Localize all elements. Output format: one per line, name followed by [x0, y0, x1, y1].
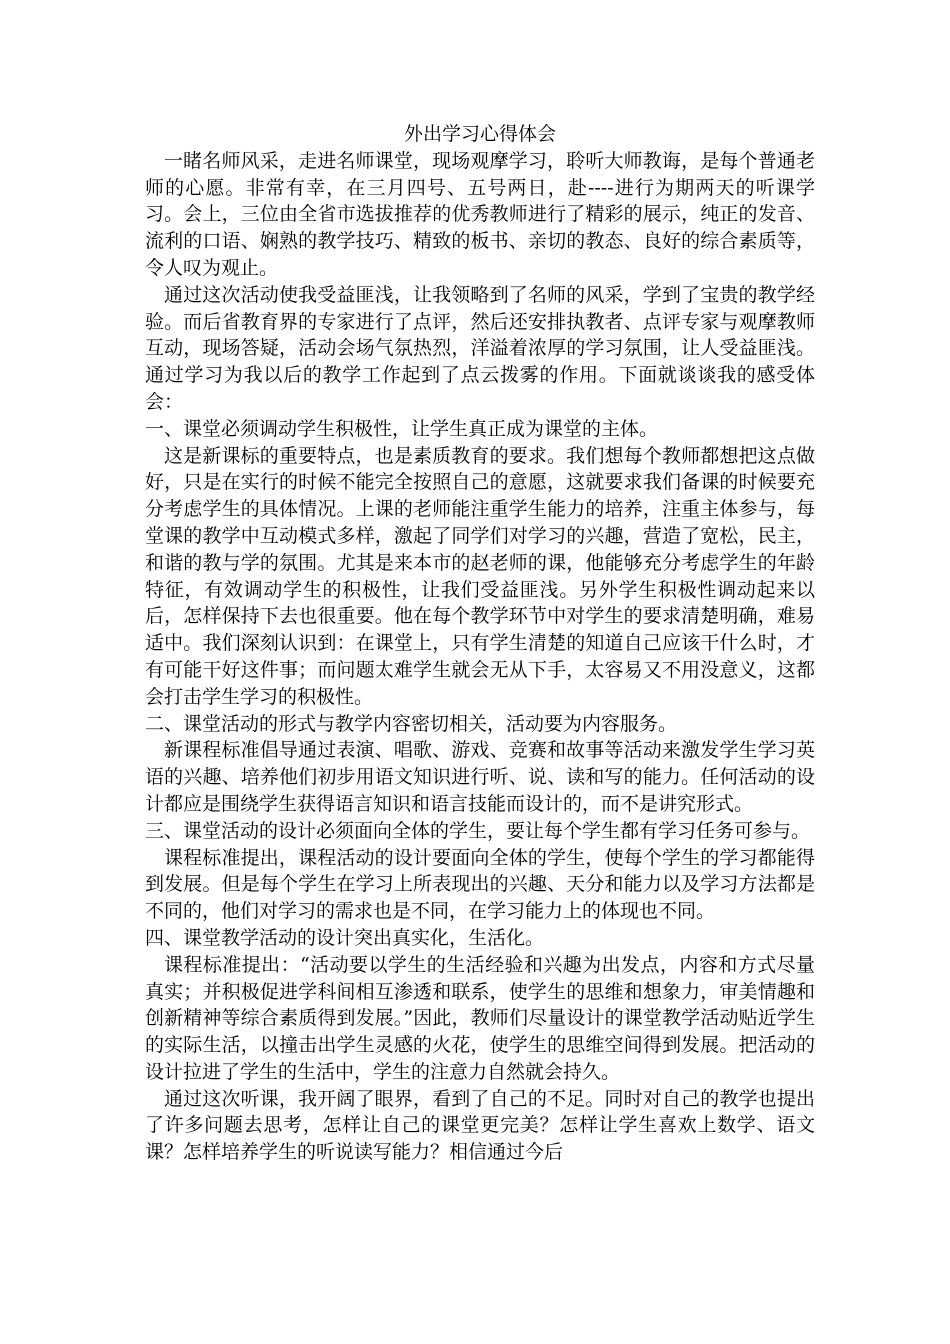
document-page: [145, 121, 815, 1166]
section-heading-1: 一、课堂必须调动学生积极性，让学生真正成为课堂的主体。: [145, 417, 659, 440]
paragraph-reflection: 通过这次活动使我受益匪浅，让我领略到了名师的风采，学到了宝贵的教学经验。而后省教育界的专家进行了点评，然后还安排执教者、点评专家与观摩教师互动，现场答疑，活动会场气氛热烈，洋溢着浓厚的学习氛围，让人受益匪浅。通过学习为我以后的教学工作起到了点云拨雾的作用。下面就谈谈我的感受体会：: [145, 283, 815, 413]
paragraph-conclusion: 通过这次听课，我开阔了眼界，看到了自己的不足。同时对自己的教学也提出了许多问题去思考，怎样让自己的课堂更完美？怎样让学生喜欢上数学、语文课？怎样培养学生的听说读写能力？相信通过今后: [145, 1087, 815, 1164]
paragraph-intro: 一睹名师风采，走进名师课堂，现场观摩学习，聆听大师教诲，是每个普通老师的心愿。非常有幸，在三月四号、五号两日，赴----进行为期两天的听课学习。会上，三位由全省市选拔推荐的优秀教师进行了精彩的展示，纯正的发音、流利的口语、娴熟的教学技巧、精致的板书、亲切的教态、良好的综合素质等，令人叹为观止。: [145, 149, 815, 279]
paragraph-section-2: 新课程标准倡导通过表演、唱歌、游戏、竞赛和故事等活动来激发学生学习英语的兴趣、培养他们初步用语文知识进行听、说、读和写的能力。任何活动的设计都应是围绕学生获得语言知识和语言技能而设计的，而不是讲究形式。: [145, 739, 815, 815]
section-heading-4: 四、课堂教学活动的设计突出真实化，生活化。: [145, 926, 545, 949]
document-title: 外出学习心得体会: [403, 123, 556, 145]
paragraph-section-3: 课程标准提出，课程活动的设计要面向全体的学生，使每个学生的学习都能得到发展。但是每个学生在学习上所表现出的兴趣、天分和能力以及学习方法都是不同的，他们对学习的需求也是不同，在学习能力上的体现也不同。: [145, 846, 815, 923]
paragraph-section-1: 这是新课标的重要特点，也是素质教育的要求。我们想每个教师都想把这点做好，只是在实行的时候不能完全按照自己的意愿，这就要求我们备课的时候要充分考虑学生的具体情况。上课的老师能注重学生能力的培养，注重主体参与，每堂课的教学中互动模式多样，激起了同学们对学习的兴趣，营造了宽松，民主，和谐的教与学的氛围。尤其是来本市的赵老师的课，他能够充分考虑学生的年龄特征，有效调动学生的积极性，让我们受益匪浅。另外学生积极性调动起来以后，怎样保持下去也很重要。他在每个教学环节中对学生的要求清楚明确，难易适中。我们深刻认识到：在课堂上，只有学生清楚的知道自己应该干什么时，才有可能干好这件事；而问题太难学生就会无从下手，太容易又不用没意义，这都会打击学生学习的积极性。: [145, 444, 815, 708]
section-heading-3: 三、课堂活动的设计必须面向全体的学生，要让每个学生都有学习任务可参与。: [145, 819, 811, 842]
paragraph-section-4: 课程标准提出：“活动要以学生的生活经验和兴趣为出发点，内容和方式尽量真实；并积极促进学科间相互渗透和联系，使学生的思维和想象力，审美情趣和创新精神等综合素质得到发展。”因此，教师们尽量设计的课堂教学活动贴近学生的实际生活，以撞击出学生灵感的火花，使学生的思维空间得到发展。把活动的设计拉进了学生的生活中，学生的注意力自然就会持久。: [145, 953, 815, 1083]
section-heading-2: 二、课堂活动的形式与教学内容密切相关，活动要为内容服务。: [145, 712, 678, 735]
